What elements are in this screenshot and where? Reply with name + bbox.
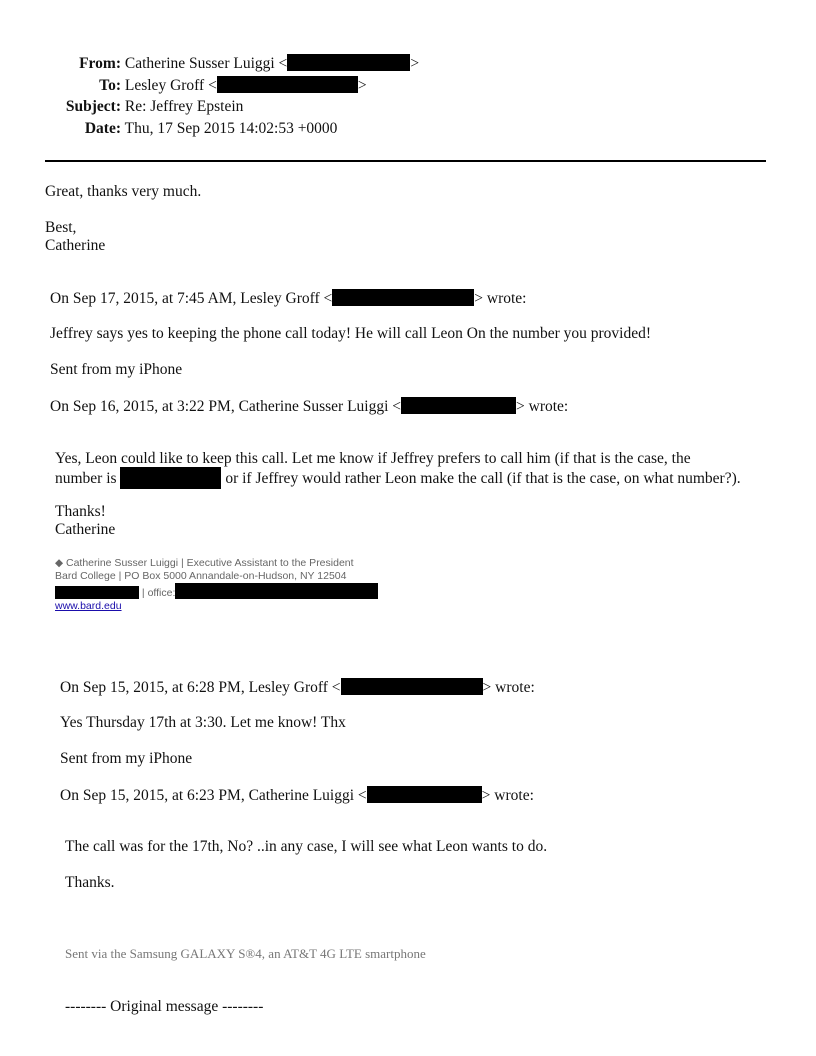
quote-intro-wrote: > wrote: xyxy=(482,679,535,696)
redaction-bar xyxy=(217,76,358,93)
website-link[interactable]: www.bard.edu xyxy=(55,600,122,612)
body-closing: Best, xyxy=(45,219,77,236)
quote-text: Yes Thursday 17th at 3:30. Let me know! Thx xyxy=(60,714,346,731)
date-label: Date: xyxy=(84,120,121,137)
quote-intro-wrote: > wrote: xyxy=(516,398,569,415)
from-value: Catherine Susser Luiggi < xyxy=(124,55,288,72)
quote-intro xyxy=(50,397,568,416)
quote-paragraph-text: number is xyxy=(55,470,117,487)
redaction-bar xyxy=(332,289,474,306)
quote-thanks: Thanks. xyxy=(65,874,115,891)
quote-intro-text: On Sep 15, 2015, at 6:23 PM, Catherine Luiggi < xyxy=(60,787,367,804)
sent-from: Sent from my iPhone xyxy=(60,750,193,767)
quote-paragraph-line xyxy=(55,467,741,489)
redaction-bar xyxy=(341,678,483,695)
subject-label: Subject: xyxy=(65,98,121,115)
redaction-bar xyxy=(287,54,410,71)
redaction-bar xyxy=(367,786,482,803)
quote-name: Catherine xyxy=(55,521,116,538)
quote-paragraph-text: or if Jeffrey would rather Leon make the call (if that is the case, on what number?). xyxy=(225,470,741,487)
quote-thanks: Thanks! xyxy=(55,503,106,520)
quote-intro xyxy=(60,678,535,697)
from-close: > xyxy=(410,55,420,72)
header-date xyxy=(45,120,337,138)
sent-from: Sent from my iPhone xyxy=(50,361,183,378)
signature-line: Bard College | PO Box 5000 Annandale-on-Hudson, NY 12504 xyxy=(55,570,347,582)
signature-line: ◆ Catherine Susser Luiggi | Executive Assistant to the President xyxy=(55,557,354,569)
body-line: Great, thanks very much. xyxy=(45,183,202,200)
header-divider xyxy=(45,160,766,162)
header-from xyxy=(45,54,419,73)
quote-intro-text: On Sep 17, 2015, at 7:45 AM, Lesley Groff < xyxy=(50,290,333,307)
redaction-bar xyxy=(175,583,378,599)
from-label: From: xyxy=(79,55,121,72)
quote-intro-wrote: > wrote: xyxy=(481,787,534,804)
quote-intro xyxy=(50,289,526,308)
original-message-divider: -------- Original message -------- xyxy=(65,998,264,1015)
signature-office-label: | office: xyxy=(141,587,176,599)
redaction-bar xyxy=(120,467,221,489)
signature-link[interactable] xyxy=(55,596,122,614)
header-to xyxy=(45,76,367,95)
to-label: To: xyxy=(99,77,121,94)
to-close: > xyxy=(357,77,367,94)
device-signature: Sent via the Samsung GALAXY S®4, an AT&T 4G LTE smartphone xyxy=(65,946,426,961)
redaction-bar xyxy=(401,397,516,414)
quote-intro-text: On Sep 16, 2015, at 3:22 PM, Catherine Susser Luiggi < xyxy=(50,398,402,415)
quote-intro-wrote: > wrote: xyxy=(474,290,527,307)
to-value: Lesley Groff < xyxy=(124,77,217,94)
quote-text: Jeffrey says yes to keeping the phone call today! He will call Leon On the number you provided! xyxy=(50,325,652,342)
subject-value: Re: Jeffrey Epstein xyxy=(124,98,244,115)
date-value: Thu, 17 Sep 2015 14:02:53 +0000 xyxy=(124,120,338,137)
quote-intro xyxy=(60,786,534,805)
quote-text: The call was for the 17th, No? ..in any case, I will see what Leon wants to do. xyxy=(65,838,548,855)
header-subject xyxy=(45,98,243,116)
quote-paragraph-line: Yes, Leon could like to keep this call. Let me know if Jeffrey prefers to call him (if that is the case, the xyxy=(55,450,691,467)
quote-intro-text: On Sep 15, 2015, at 6:28 PM, Lesley Groff < xyxy=(60,679,341,696)
body-signature: Catherine xyxy=(45,237,106,254)
